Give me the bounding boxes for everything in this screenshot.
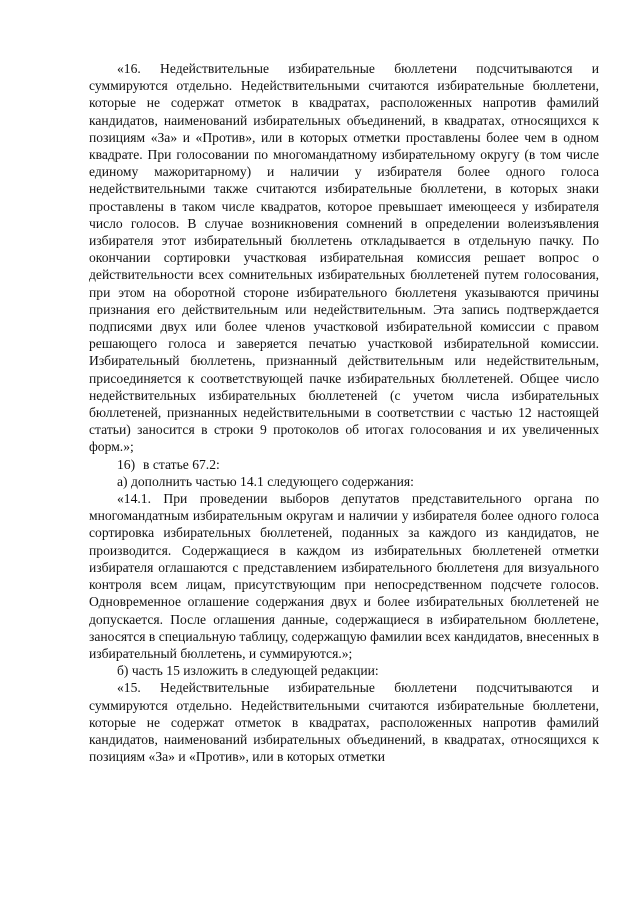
subitem-b: б) часть 15 изложить в следующей редакции: [117, 663, 379, 679]
paragraph-part-15: «15. Недействительные избирательные бюллетени подсчитываются и суммируются отдельно. Недействительными считаются избирательные бюллетени, которые не содержат отметок в квадратах, расположенных напротив фамилий кандидатов, наименований избирательных объединений, в квадратах, относящихся к позициям «За» и «Против», или в которых отметки [89, 680, 599, 765]
item-number: 16) [117, 456, 136, 472]
item-text: в статье 67.2: [143, 456, 220, 472]
list-item-16 [89, 456, 599, 473]
paragraph-part-16: «16. Недействительные избирательные бюллетени подсчитываются и суммируются отдельно. Недействительными считаются избирательные бюллетени, которые не содержат отметок в квадратах, расположенных напротив фамилий кандидатов, наименований избирательных объединений, в квадратах, относящихся к позициям «За» и «Против», или в которых отметки проставлены более чем в одном квадрате. При голосовании по многомандатному избирательному округу (в том числе единому мажоритарному) и наличии у избирателя более одного голоса недействительными также считаются избирательные бюллетени, в которых знаки проставлены в таком числе квадратов, которое превышает имеющееся у избирателя число голосов. В случае возникновения сомнений в определении волеизъявления избирателя этот избирательный бюллетень откладывается в отдельную пачку. По окончании сортировки участковая избирательная комиссия решает вопрос о действительности всех сомнительных избирательных бюллетеней путем голосования, при этом на оборотной стороне избирательного бюллетеня указываются причины признания его действительным или недействительным. Эта запись подтверждается подписями двух или более членов участковой избирательной комиссии с правом решающего голоса и заверяется печатью участковой избирательной комиссии. Избирательный бюллетень, признанный действительным или недействительным, присоединяется к соответствующей пачке избирательных бюллетеней. Общее число недействительных избирательных бюллетеней (с учетом числа избирательных бюллетеней, признанных недействительными в соответствии с частью 12 настоящей статьи) заносится в строки 9 протоколов об итогах голосования и их увеличенных форм.»; [89, 61, 599, 455]
subitem-a: а) дополнить частью 14.1 следующего содержания: [117, 473, 414, 489]
paragraph-part-14-1: «14.1. При проведении выборов депутатов представительного органа по многомандатным избирательным округам и наличии у избирателя более одного голоса сортировка избирательных бюллетеней, поданных за каждого из кандидатов, не производится. Содержащиеся в каждом из избирательных бюллетеней отметки избирателя оглашаются с представлением избирательного бюллетеня для визуального контроля всем лицам, присутствующим при непосредственном подсчете голосов. Одновременное оглашение содержания двух и более избирательных бюллетеней не допускается. После оглашения данные, содержащиеся в избирательном бюллетене, заносятся в специальную таблицу, содержащую фамилии всех кандидатов, внесенных в избирательный бюллетень, и суммируются.»; [89, 491, 599, 661]
document-page [89, 60, 599, 765]
